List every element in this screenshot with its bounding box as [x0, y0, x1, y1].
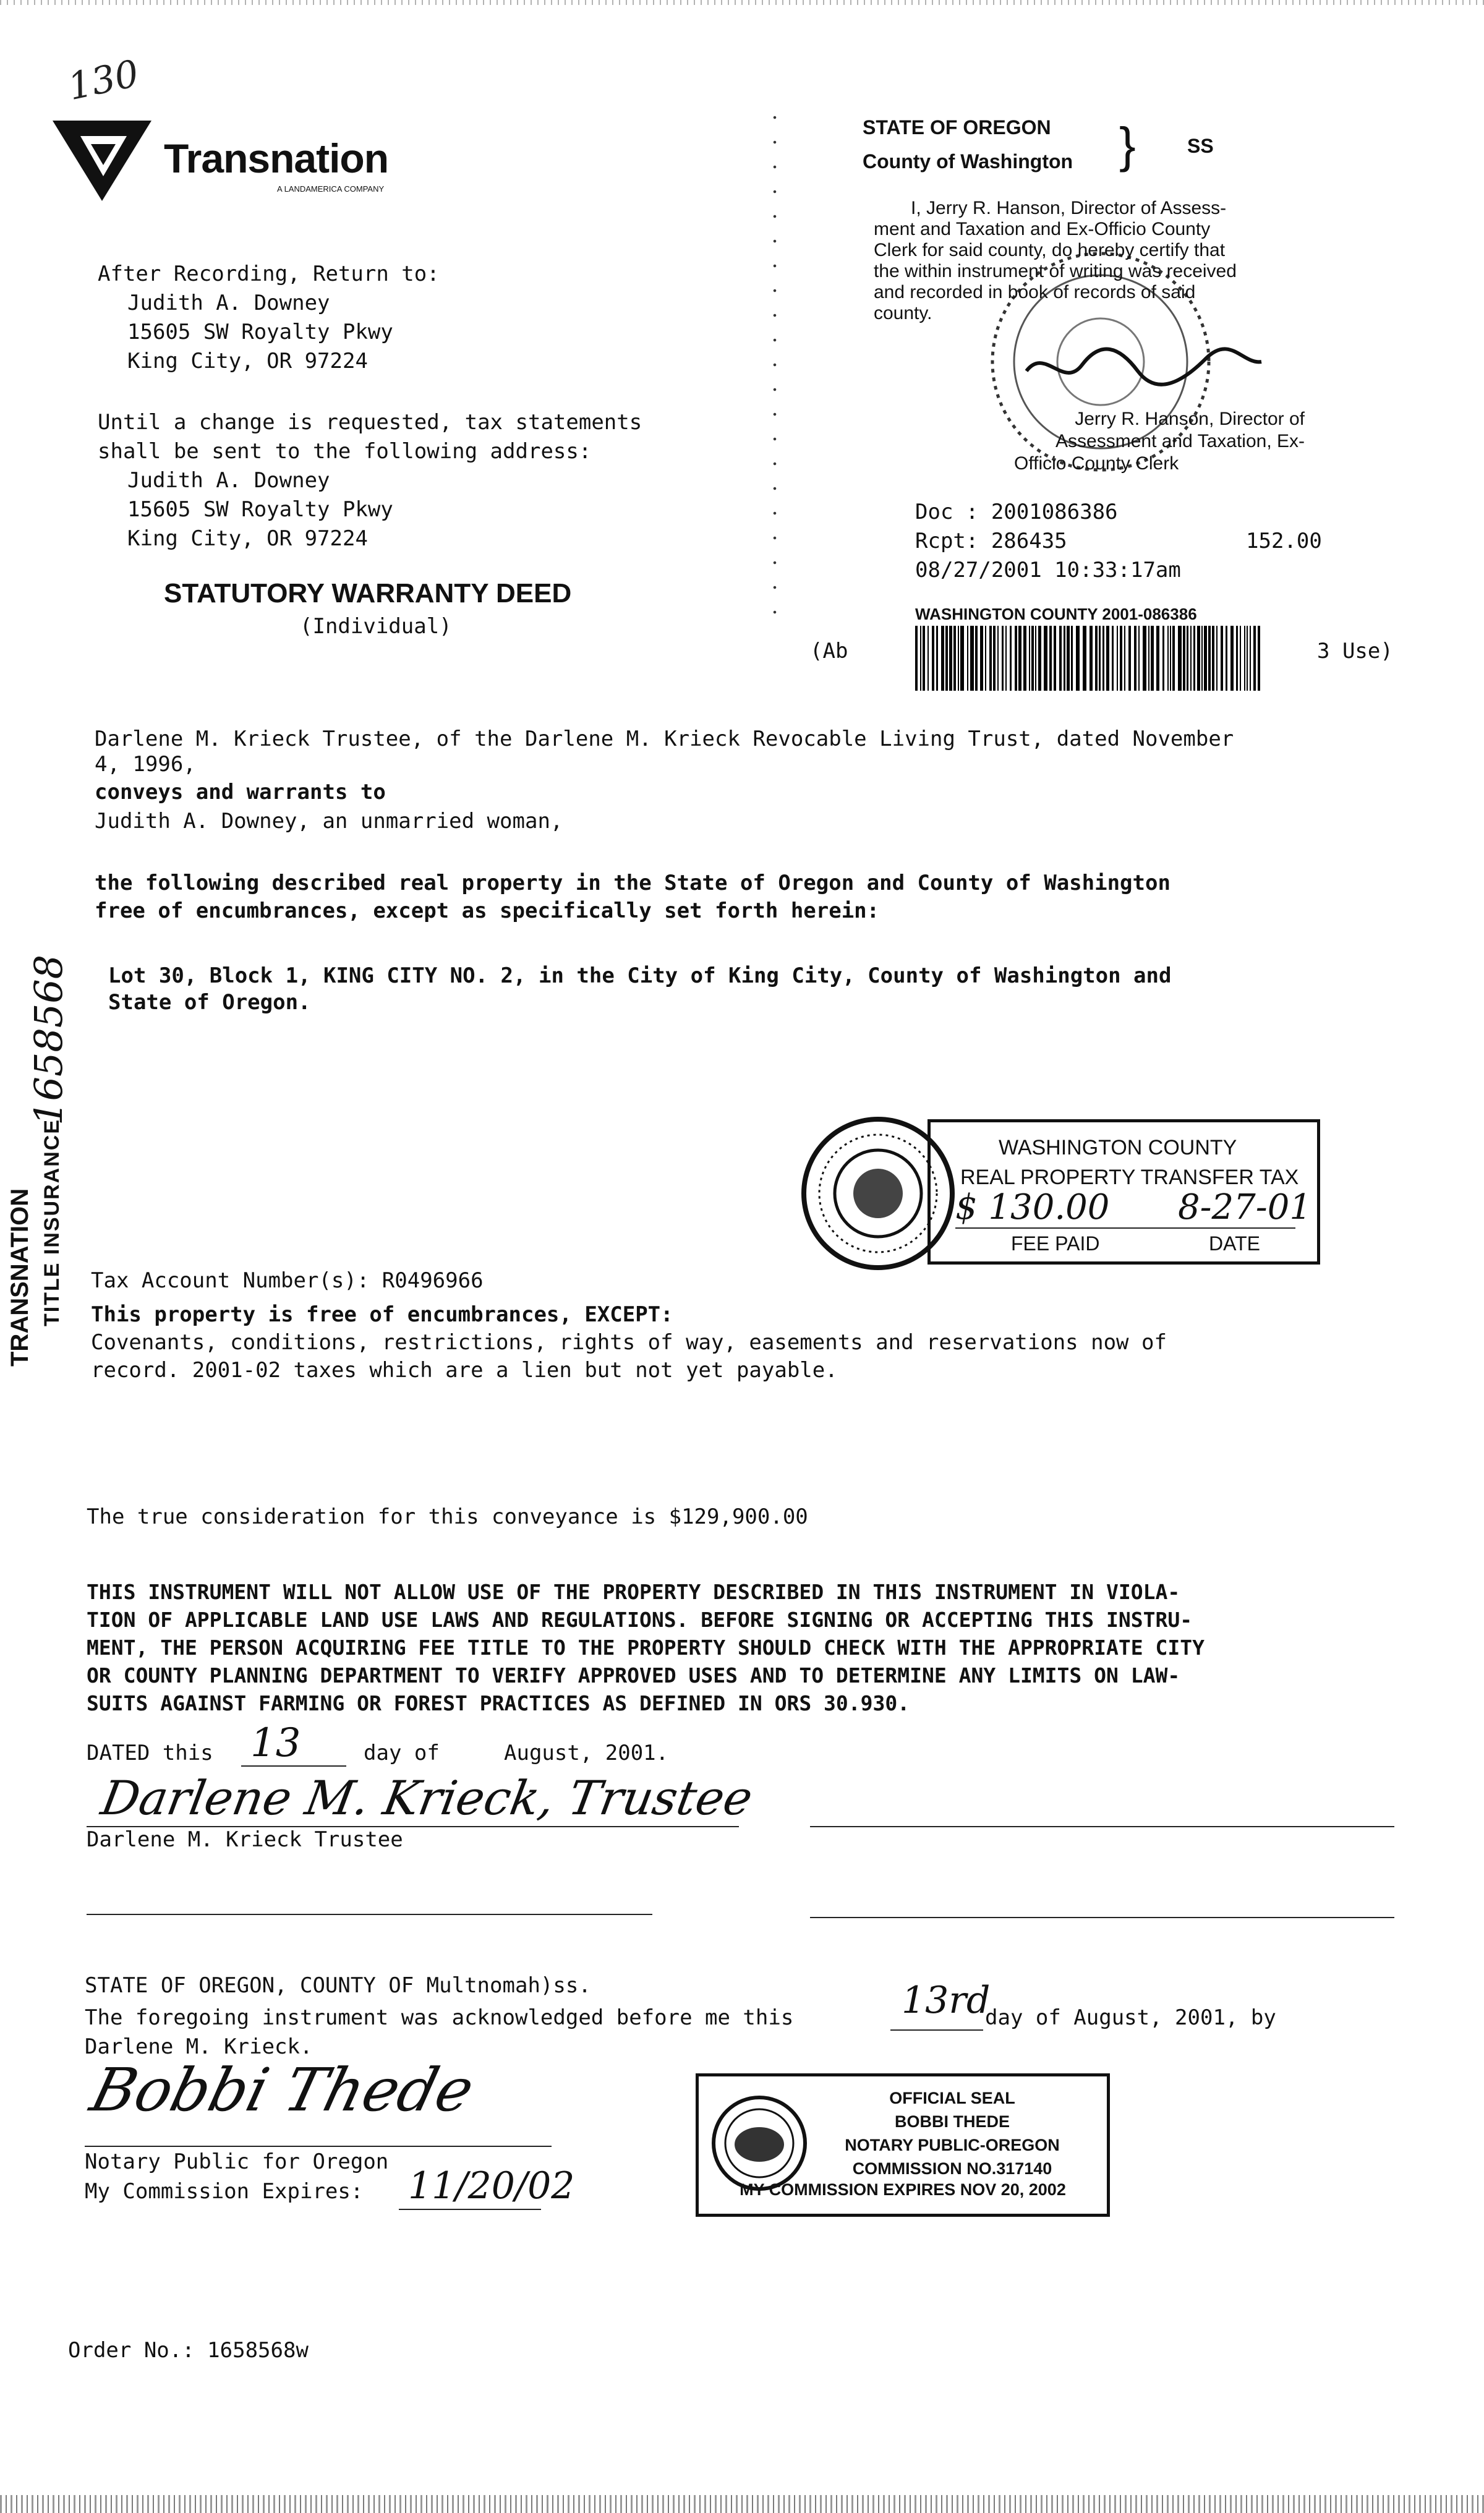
barcode-bar [1018, 626, 1021, 691]
signer-line-1: Jerry R. Hanson, Director of [1075, 409, 1305, 429]
notary-ack-suffix: day of August, 2001, by [985, 2005, 1276, 2030]
tax-stamp-title: REAL PROPERTY TRANSFER TAX [960, 1166, 1299, 1189]
tax-name: Judith A. Downey [127, 468, 330, 493]
barcode-bar [1190, 626, 1192, 691]
recorder-ss: SS [1187, 135, 1214, 157]
seal-line-1: OFFICIAL SEAL [889, 2089, 1015, 2107]
barcode-bar [945, 626, 948, 691]
barcode-bar [1187, 626, 1188, 691]
barcode-bar [1244, 626, 1245, 691]
tax-line-2: shall be sent to the following address: [98, 439, 592, 464]
barcode-bar [1112, 626, 1114, 691]
grantor-signature: Darlene M. Krieck, Trustee [97, 1770, 757, 1825]
signer-line-2: Assessment and Taxation, Ex- [1055, 431, 1305, 451]
transnation-logo [46, 114, 158, 210]
barcode-bar [1128, 626, 1131, 691]
barcode-bar [1201, 626, 1203, 691]
notary-expires-underline [399, 2209, 541, 2210]
tax-city: King City, OR 97224 [127, 526, 368, 551]
barcode-bar [1090, 626, 1093, 691]
cert-line-3: Clerk for said county, do hereby certify that [874, 240, 1226, 260]
grantor-text [95, 725, 1424, 836]
cert-line-2: ment and Taxation and Ex-Officio County [874, 219, 1211, 239]
free-except-heading: This property is free of encumbrances, EXCEPT: [91, 1302, 673, 1327]
barcode-bar [1015, 626, 1017, 691]
notary-ack-name: Darlene M. Krieck. [85, 2034, 313, 2059]
notary-official-seal [696, 2073, 1110, 2217]
barcode-bar [1250, 626, 1251, 691]
barcode-bar [941, 626, 944, 691]
barcode-bar [989, 626, 992, 691]
barcode-bar [967, 626, 968, 691]
barcode-bar [949, 626, 952, 691]
barcode-bar [920, 626, 921, 691]
barcode-bar [1236, 626, 1238, 691]
recording-datetime: 08/27/2001 10:33:17am [915, 558, 1181, 582]
barcode-bar [1138, 626, 1140, 691]
barcode-bar [1226, 626, 1227, 691]
recording-amount: 152.00 [1246, 529, 1322, 553]
barcode-icon [915, 626, 1261, 691]
property-text [95, 869, 1424, 926]
barcode-bar [915, 626, 918, 691]
barcode-bar [1064, 626, 1065, 691]
grantor-sig-label: Darlene M. Krieck Trustee [87, 1827, 403, 1852]
conveys-line: conveys and warrants to [95, 780, 386, 804]
seal-line-2: BOBBI THEDE [894, 2112, 1010, 2131]
barcode-bar [932, 626, 934, 691]
cert-line-6: county. [874, 303, 932, 323]
recording-info [915, 498, 1181, 585]
blank-sig-line-left-2 [87, 1914, 652, 1915]
notary-sig-line [85, 2146, 552, 2147]
return-city: King City, OR 97224 [127, 349, 368, 373]
handwritten-note: 130 [64, 51, 143, 109]
barcode-bar [1044, 626, 1047, 691]
side-number: 1658568 [26, 954, 71, 1125]
barcode-bar [1071, 626, 1073, 691]
triangle-logo-icon [46, 114, 158, 207]
recorder-state: STATE OF OREGON [863, 116, 1051, 139]
blank-sig-line-right-1 [810, 1826, 1394, 1827]
barcode-bar [1005, 626, 1007, 691]
barcode-bar [1143, 626, 1146, 691]
legal-description [108, 962, 1438, 1017]
receipt-number: Rcpt: 286435 [915, 529, 1067, 553]
barcode-bar [1197, 626, 1200, 691]
warning-line-4: OR COUNTY PLANNING DEPARTMENT TO VERIFY APPROVED USES AND TO DETERMINE ANY LIMITS ON LAW- [87, 1663, 1180, 1687]
tax-stamp-county: WASHINGTON COUNTY [999, 1136, 1237, 1159]
tax-stamp-fee-label: FEE PAID [1011, 1232, 1100, 1255]
return-name: Judith A. Downey [127, 291, 330, 315]
barcode-bar [1023, 626, 1026, 691]
deed-title: STATUTORY WARRANTY DEED [164, 578, 572, 608]
certification-text [874, 198, 1307, 324]
barcode-label: WASHINGTON COUNTY 2001-086386 [915, 605, 1197, 623]
barcode-bar [1035, 626, 1036, 691]
signer-line-3: Officio County Clerk [1014, 453, 1179, 474]
barcode-bar [1095, 626, 1098, 691]
barcode-bar [1151, 626, 1154, 691]
warning-line-5: SUITS AGAINST FARMING OR FOREST PRACTICES AS DEFINED IN ORS 30.930. [87, 1691, 910, 1715]
barcode-bar [970, 626, 974, 691]
return-label: After Recording, Return to: [98, 262, 440, 286]
official-seal-text [798, 2086, 1107, 2180]
barcode-bar [960, 626, 964, 691]
grantor-line-1: Darlene M. Krieck Trustee, of the Darlene M. Krieck Revocable Living Trust, dated November [95, 727, 1234, 751]
return-street: 15605 SW Royalty Pkwy [127, 320, 393, 344]
warning-line-3: MENT, THE PERSON ACQUIRING FEE TITLE TO THE PROPERTY SHOULD CHECK WITH THE APPROPRIATE CITY [87, 1636, 1205, 1660]
barcode-bar [923, 626, 925, 691]
seal-line-5: MY COMMISSION EXPIRES NOV 20, 2002 [740, 2180, 1066, 2199]
tax-stamp-date-label: DATE [1209, 1232, 1260, 1255]
oregon-seal-icon [710, 2094, 809, 2193]
seal-line-4: COMMISSION NO.317140 [852, 2159, 1052, 2178]
barcode-bar [1083, 626, 1086, 691]
barcode-bar [1221, 626, 1223, 691]
dated-prefix: DATED this [87, 1741, 213, 1765]
tax-stamp-amount: $ 130.00 [955, 1187, 1110, 1227]
scan-edge-top [0, 0, 1484, 5]
barcode-bar [980, 626, 983, 691]
barcode-bar [1170, 626, 1171, 691]
barcode-bar [1049, 626, 1052, 691]
director-signature [1020, 334, 1268, 396]
barcode-bar [975, 626, 978, 691]
exceptions-line-1: Covenants, conditions, restrictions, rights of way, easements and reservations now of [91, 1330, 1167, 1355]
cert-line-4: the within instrument of writing was received [874, 261, 1237, 281]
barcode-bar [1099, 626, 1101, 691]
warning-line-1: THIS INSTRUMENT WILL NOT ALLOW USE OF THE PROPERTY DESCRIBED IN THIS INSTRUMENT IN VIOLA- [87, 1580, 1180, 1604]
notary-venue: STATE OF OREGON, COUNTY OF Multnomah)ss. [85, 1973, 591, 1998]
scan-edge-bottom [0, 2495, 1484, 2513]
barcode-bar [1167, 626, 1169, 691]
exceptions-line-2: record. 2001-02 taxes which are a lien but not yet payable. [91, 1358, 838, 1383]
column-divider [773, 105, 777, 618]
barcode-bar [1124, 626, 1125, 691]
warning-line-2: TION OF APPLICABLE LAND USE LAWS AND REGULATIONS. BEFORE SIGNING OR ACCEPTING THIS INSTRU- [87, 1608, 1193, 1632]
exceptions-block [91, 1266, 1451, 1385]
dated-day: 13 [250, 1720, 301, 1766]
barcode-bar [1120, 626, 1122, 691]
tax-street: 15605 SW Royalty Pkwy [127, 497, 393, 522]
right-fragment: 3 Use) [1317, 639, 1393, 663]
notary-ack-day: 13rd [902, 1979, 991, 2022]
barcode-bar [1067, 626, 1070, 691]
barcode-bar [1212, 626, 1214, 691]
barcode-bar [1002, 626, 1004, 691]
barcode-bar [1076, 626, 1080, 691]
barcode-bar [1102, 626, 1104, 691]
notary-signature: Bobbi Thede [84, 2055, 481, 2125]
barcode-bar [1208, 626, 1211, 691]
blank-sig-line-right-2 [810, 1917, 1394, 1918]
dated-rest: August, 2001. [504, 1741, 669, 1765]
tax-stamp-underline [955, 1227, 1295, 1229]
notary-expires-value: 11/20/02 [408, 2164, 575, 2208]
order-number: Order No.: 1658568w [68, 2338, 309, 2363]
tax-account: Tax Account Number(s): R0496966 [91, 1268, 484, 1293]
notary-day-underline [890, 2029, 983, 2031]
cert-line-5: and recorded in book of records of said [874, 282, 1196, 302]
side-insurance: TITLE INSURANCE [40, 1119, 64, 1326]
barcode-bar [1258, 626, 1260, 691]
barcode-bar [958, 626, 959, 691]
side-margin-text [0, 934, 74, 1367]
land-use-warning [87, 1578, 1447, 1717]
legal-line-2: State of Oregon. [108, 990, 311, 1015]
barcode-bar [1183, 626, 1185, 691]
barcode-bar [1010, 626, 1012, 691]
barcode-bar [1162, 626, 1164, 691]
notary-title: Notary Public for Oregon [85, 2149, 389, 2174]
signer-block [1014, 408, 1305, 475]
dated-day-underline [241, 1765, 346, 1767]
barcode-bar [1216, 626, 1217, 691]
tax-address-block [98, 408, 642, 553]
logo-name: Transnation [164, 135, 389, 181]
property-line-2: free of encumbrances, except as specifically set forth herein: [95, 898, 880, 923]
notary-ack-prefix: The foregoing instrument was acknowledged before me this [85, 2005, 794, 2030]
barcode-bar [1172, 626, 1175, 691]
consideration: The true consideration for this conveyance is $129,900.00 [87, 1504, 808, 1529]
return-block [98, 260, 440, 376]
barcode-bar [1038, 626, 1041, 691]
barcode-bar [1193, 626, 1195, 691]
barcode-bar [1230, 626, 1234, 691]
barcode-bar [1247, 626, 1248, 691]
deed-subtitle: (Individual) [300, 614, 452, 639]
doc-number: Doc : 2001086386 [915, 500, 1118, 524]
dated-middle: day of [364, 1741, 440, 1765]
side-company: TRANSNATION [6, 1188, 33, 1367]
tax-stamp-date: 8-27-01 [1178, 1187, 1311, 1227]
tax-line-1: Until a change is requested, tax statements [98, 410, 642, 435]
left-fragment: (Ab [810, 639, 848, 663]
recorder-county: County of Washington [863, 150, 1073, 173]
barcode-bar [1156, 626, 1159, 691]
grantee-line: Judith A. Downey, an unmarried woman, [95, 809, 563, 834]
barcode-bar [1031, 626, 1034, 691]
barcode-bar [1059, 626, 1062, 691]
barcode-bar [1178, 626, 1182, 691]
logo-tagline: A LANDAMERICA COMPANY [277, 184, 385, 194]
cert-line-1: I, Jerry R. Hanson, Director of Assess- [911, 198, 1227, 218]
barcode-bar [1029, 626, 1030, 691]
barcode-bar [993, 626, 996, 691]
barcode-bar [1117, 626, 1118, 691]
barcode-bar [1253, 626, 1256, 691]
notary-expires-label: My Commission Expires: [85, 2179, 364, 2204]
barcode-bar [927, 626, 929, 691]
grantor-line-2: 4, 1996, [95, 752, 196, 777]
barcode-bar [997, 626, 999, 691]
transfer-tax-stamp [927, 1119, 1320, 1265]
seal-line-3: NOTARY PUBLIC-OREGON [845, 2136, 1060, 2154]
barcode-bar [1054, 626, 1056, 691]
barcode-bar [1106, 626, 1109, 691]
barcode-bar [936, 626, 938, 691]
barcode-bar [985, 626, 986, 691]
barcode-bar [1240, 626, 1241, 691]
barcode-bar [1204, 626, 1207, 691]
brace: } [1119, 117, 1136, 173]
barcode-bar [1134, 626, 1136, 691]
property-line-1: the following described real property in the State of Oregon and County of Washington [95, 871, 1171, 895]
barcode-bar [953, 626, 956, 691]
legal-line-1: Lot 30, Block 1, KING CITY NO. 2, in the City of King City, County of Washington and [108, 963, 1172, 988]
barcode-bar [1148, 626, 1149, 691]
